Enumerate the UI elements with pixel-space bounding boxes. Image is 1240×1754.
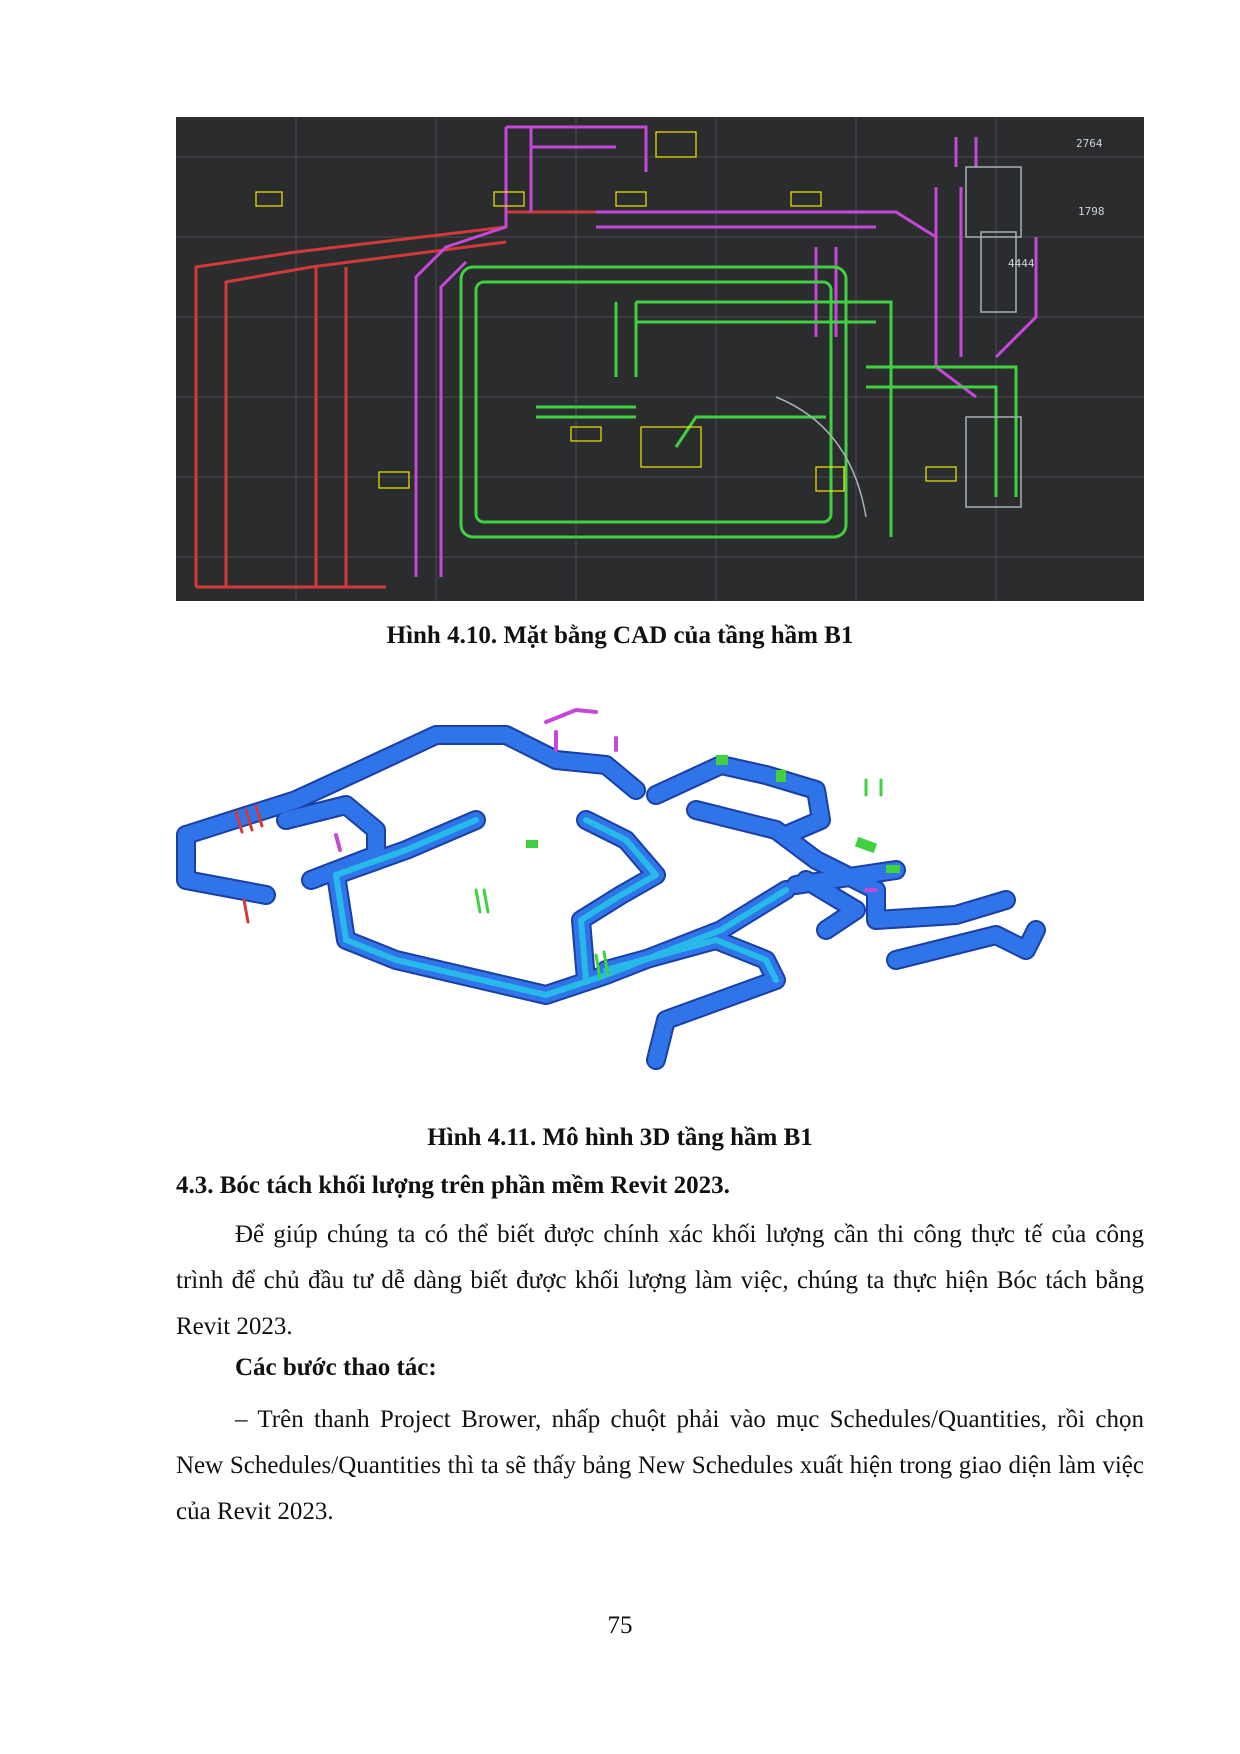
dimension-label: 4444: [1008, 257, 1035, 270]
3d-duct-model: [176, 700, 1144, 1100]
3d-model-image: [176, 700, 1144, 1100]
figure-caption: Hình 4.11. Mô hình 3D tầng hầm B1: [427, 1124, 813, 1151]
dimension-label: 1798: [1078, 205, 1105, 218]
page-number: 75: [607, 1612, 633, 1639]
body-paragraph: – Trên thanh Project Brower, nhấp chuột phải vào mục Schedules/Quantities, rồi chọn New Schedules/Quantities thì ta sẽ thấy bảng New Schedules xuất hiện trong giao diện làm việc của Revit 2023.: [176, 1406, 1144, 1525]
cad-plan-drawing: [176, 117, 1144, 601]
cad-plan-image: [176, 117, 1144, 601]
dimension-label: 2764: [1076, 137, 1103, 150]
steps-heading: Các bước thao tác:: [235, 1354, 437, 1381]
section-heading: 4.3. Bóc tách khối lượng trên phần mềm Revit 2023.: [176, 1172, 730, 1199]
figure-caption: Hình 4.10. Mặt bằng CAD của tầng hầm B1: [386, 622, 854, 649]
body-paragraph: Để giúp chúng ta có thể biết được chính xác khối lượng cần thi công thực tế của công trình để chủ đầu tư dễ dàng biết được khối lượng làm việc, chúng ta thực hiện Bóc tách bằng Revit 2023.: [176, 1221, 1144, 1340]
